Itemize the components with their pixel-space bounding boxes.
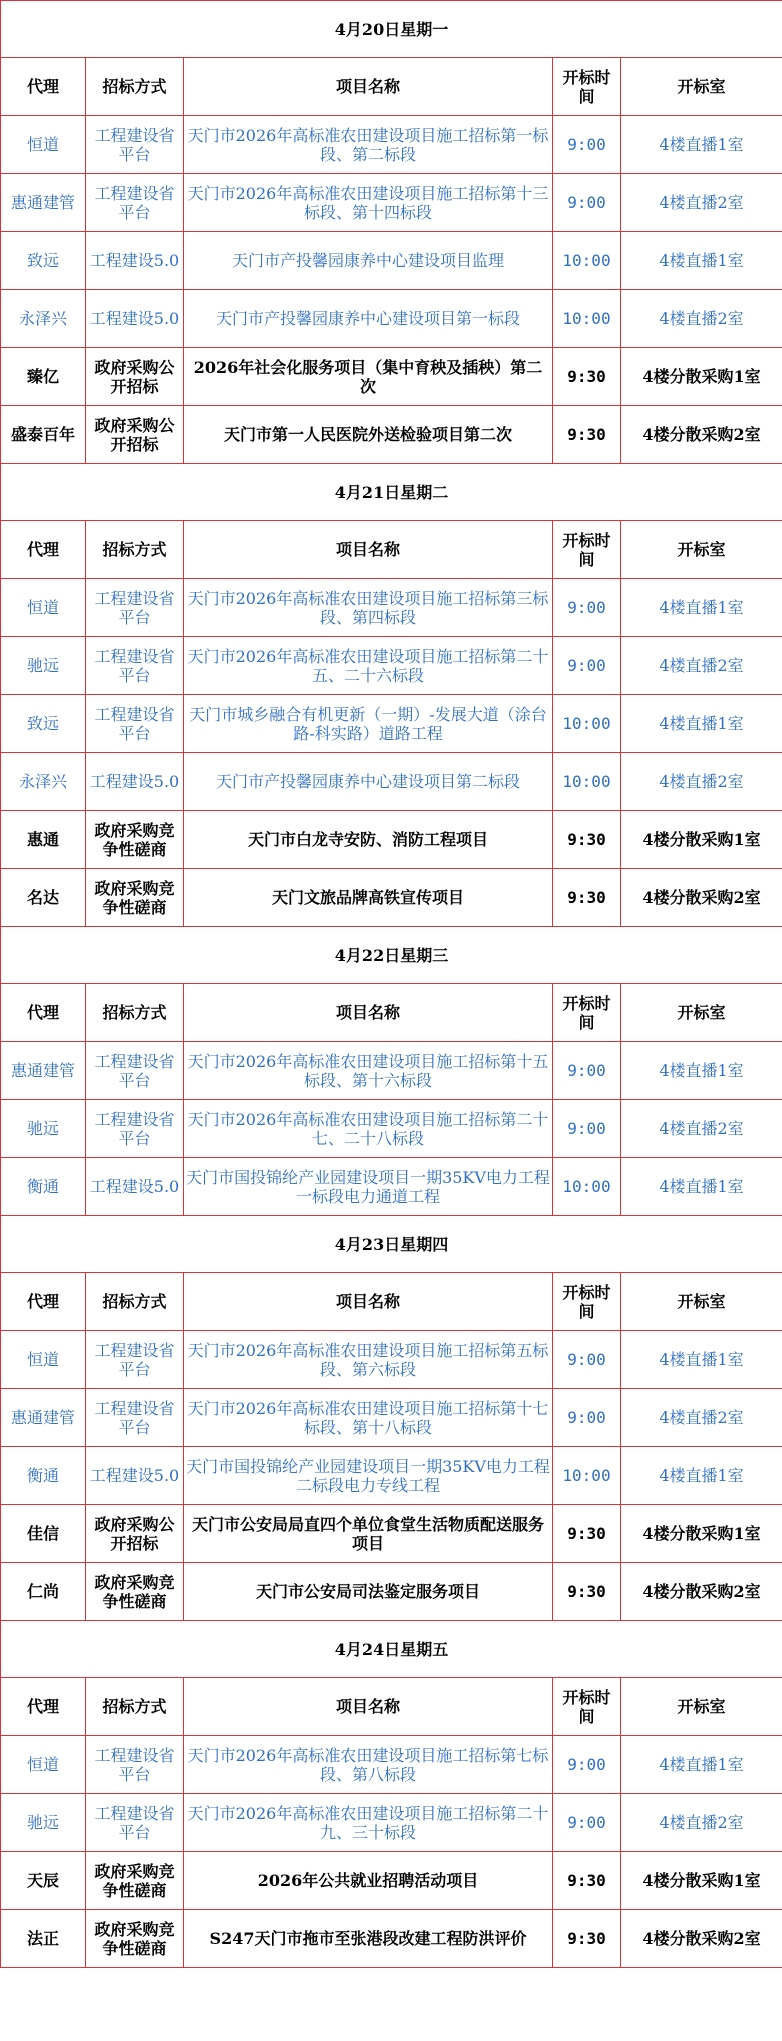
- method-cell: 工程建设省平台: [86, 1100, 184, 1158]
- open-time-cell: 10:00: [553, 290, 621, 348]
- open-room-cell: 4楼直播1室: [621, 1447, 782, 1505]
- open-time-cell: 9:30: [553, 1505, 621, 1563]
- open-room-cell: 4楼直播2室: [621, 637, 782, 695]
- table-row: [1, 290, 782, 348]
- open-room-cell: 4楼直播1室: [621, 1736, 782, 1794]
- method-cell: 工程建设省平台: [86, 1331, 184, 1389]
- column-header-time: 开标时间: [553, 58, 621, 116]
- method-cell: 政府采购公开招标: [86, 348, 184, 406]
- project-name-cell: 天门市2026年高标准农田建设项目施工招标第三标段、第四标段: [184, 579, 553, 637]
- table-row: [1, 1042, 782, 1100]
- method-cell: 政府采购公开招标: [86, 1505, 184, 1563]
- project-name-cell: 天门市第一人民医院外送检验项目第二次: [184, 406, 553, 464]
- open-room-cell: 4楼分散采购2室: [621, 1563, 782, 1621]
- open-room-cell: 4楼分散采购2室: [621, 869, 782, 927]
- agent-cell: 永泽兴: [1, 290, 86, 348]
- column-header-method: 招标方式: [86, 1273, 184, 1331]
- open-time-cell: 9:00: [553, 174, 621, 232]
- open-time-cell: 10:00: [553, 753, 621, 811]
- open-room-cell: 4楼直播1室: [621, 1331, 782, 1389]
- open-room-cell: 4楼直播2室: [621, 290, 782, 348]
- project-name-cell: 天门市国投锦纶产业园建设项目一期35KV电力工程二标段电力专线工程: [184, 1447, 553, 1505]
- column-header-project: 项目名称: [184, 1273, 553, 1331]
- column-header-row: [1, 1678, 782, 1736]
- column-header-project: 项目名称: [184, 521, 553, 579]
- column-header-agent: 代理: [1, 984, 86, 1042]
- table-row: [1, 1389, 782, 1447]
- open-room-cell: 4楼分散采购1室: [621, 811, 782, 869]
- method-cell: 工程建设省平台: [86, 579, 184, 637]
- project-name-cell: 天门市2026年高标准农田建设项目施工招标第十三标段、第十四标段: [184, 174, 553, 232]
- table-row: [1, 1794, 782, 1852]
- table-row: [1, 1736, 782, 1794]
- agent-cell: 仁尚: [1, 1563, 86, 1621]
- project-name-cell: 天门市产投馨园康养中心建设项目监理: [184, 232, 553, 290]
- open-room-cell: 4楼直播2室: [621, 174, 782, 232]
- column-header-room: 开标室: [621, 521, 782, 579]
- agent-cell: 驰远: [1, 637, 86, 695]
- method-cell: 工程建设省平台: [86, 1736, 184, 1794]
- table-row: [1, 1505, 782, 1563]
- table-row: [1, 174, 782, 232]
- open-time-cell: 9:30: [553, 1852, 621, 1910]
- column-header-time: 开标时间: [553, 1273, 621, 1331]
- column-header-agent: 代理: [1, 521, 86, 579]
- method-cell: 工程建设省平台: [86, 116, 184, 174]
- open-room-cell: 4楼分散采购1室: [621, 348, 782, 406]
- agent-cell: 佳信: [1, 1505, 86, 1563]
- method-cell: 政府采购竞争性磋商: [86, 811, 184, 869]
- day-date: 4月21日星期二: [1, 464, 782, 521]
- column-header-agent: 代理: [1, 58, 86, 116]
- method-cell: 工程建设省平台: [86, 637, 184, 695]
- open-time-cell: 10:00: [553, 1158, 621, 1216]
- column-header-method: 招标方式: [86, 521, 184, 579]
- open-time-cell: 9:00: [553, 637, 621, 695]
- project-name-cell: 天门市国投锦纶产业园建设项目一期35KV电力工程一标段电力通道工程: [184, 1158, 553, 1216]
- agent-cell: 臻亿: [1, 348, 86, 406]
- agent-cell: 惠通建管: [1, 1042, 86, 1100]
- open-time-cell: 9:00: [553, 1794, 621, 1852]
- open-room-cell: 4楼直播1室: [621, 232, 782, 290]
- table-row: [1, 1910, 782, 1968]
- table-row: [1, 348, 782, 406]
- method-cell: 工程建设省平台: [86, 695, 184, 753]
- project-name-cell: S247天门市拖市至张港段改建工程防洪评价: [184, 1910, 553, 1968]
- project-name-cell: 天门市2026年高标准农田建设项目施工招标第二十九、三十标段: [184, 1794, 553, 1852]
- project-name-cell: 天门文旅品牌高铁宣传项目: [184, 869, 553, 927]
- method-cell: 工程建设5.0: [86, 753, 184, 811]
- open-time-cell: 9:30: [553, 869, 621, 927]
- open-room-cell: 4楼直播1室: [621, 116, 782, 174]
- open-time-cell: 9:30: [553, 348, 621, 406]
- day-date: 4月23日星期四: [1, 1216, 782, 1273]
- column-header-agent: 代理: [1, 1273, 86, 1331]
- column-header-row: [1, 58, 782, 116]
- project-name-cell: 天门市2026年高标准农田建设项目施工招标第一标段、第二标段: [184, 116, 553, 174]
- open-room-cell: 4楼分散采购1室: [621, 1852, 782, 1910]
- table-row: [1, 753, 782, 811]
- agent-cell: 致远: [1, 695, 86, 753]
- method-cell: 工程建设5.0: [86, 290, 184, 348]
- open-time-cell: 10:00: [553, 232, 621, 290]
- table-row: [1, 637, 782, 695]
- method-cell: 政府采购竞争性磋商: [86, 869, 184, 927]
- method-cell: 政府采购公开招标: [86, 406, 184, 464]
- project-name-cell: 天门市2026年高标准农田建设项目施工招标第五标段、第六标段: [184, 1331, 553, 1389]
- agent-cell: 惠通建管: [1, 1389, 86, 1447]
- open-time-cell: 9:00: [553, 1389, 621, 1447]
- method-cell: 工程建设5.0: [86, 1158, 184, 1216]
- open-time-cell: 9:30: [553, 406, 621, 464]
- column-header-project: 项目名称: [184, 58, 553, 116]
- day-date: 4月20日星期一: [1, 1, 782, 58]
- agent-cell: 恒道: [1, 579, 86, 637]
- column-header-time: 开标时间: [553, 521, 621, 579]
- open-time-cell: 10:00: [553, 695, 621, 753]
- open-time-cell: 9:30: [553, 1563, 621, 1621]
- day-header-row: [1, 1216, 782, 1273]
- table-row: [1, 811, 782, 869]
- table-row: [1, 232, 782, 290]
- table-row: [1, 1447, 782, 1505]
- agent-cell: 名达: [1, 869, 86, 927]
- project-name-cell: 2026年社会化服务项目（集中育秧及插秧）第二次: [184, 348, 553, 406]
- project-name-cell: 天门市公安局局直四个单位食堂生活物质配送服务项目: [184, 1505, 553, 1563]
- open-room-cell: 4楼直播2室: [621, 1794, 782, 1852]
- project-name-cell: 天门市2026年高标准农田建设项目施工招标第二十七、二十八标段: [184, 1100, 553, 1158]
- project-name-cell: 天门市2026年高标准农田建设项目施工招标第二十五、二十六标段: [184, 637, 553, 695]
- method-cell: 工程建设5.0: [86, 1447, 184, 1505]
- open-time-cell: 9:00: [553, 579, 621, 637]
- column-header-row: [1, 1273, 782, 1331]
- table-row: [1, 1100, 782, 1158]
- table-row: [1, 116, 782, 174]
- agent-cell: 惠通: [1, 811, 86, 869]
- agent-cell: 驰远: [1, 1794, 86, 1852]
- agent-cell: 恒道: [1, 1736, 86, 1794]
- open-room-cell: 4楼分散采购1室: [621, 1505, 782, 1563]
- agent-cell: 法正: [1, 1910, 86, 1968]
- column-header-project: 项目名称: [184, 1678, 553, 1736]
- open-time-cell: 9:00: [553, 1100, 621, 1158]
- method-cell: 工程建设省平台: [86, 1042, 184, 1100]
- project-name-cell: 天门市产投馨园康养中心建设项目第一标段: [184, 290, 553, 348]
- project-name-cell: 2026年公共就业招聘活动项目: [184, 1852, 553, 1910]
- agent-cell: 天辰: [1, 1852, 86, 1910]
- open-time-cell: 9:00: [553, 116, 621, 174]
- method-cell: 政府采购竞争性磋商: [86, 1910, 184, 1968]
- project-name-cell: 天门市2026年高标准农田建设项目施工招标第七标段、第八标段: [184, 1736, 553, 1794]
- column-header-row: [1, 984, 782, 1042]
- open-room-cell: 4楼直播1室: [621, 1042, 782, 1100]
- method-cell: 工程建设5.0: [86, 232, 184, 290]
- column-header-method: 招标方式: [86, 984, 184, 1042]
- open-room-cell: 4楼分散采购2室: [621, 406, 782, 464]
- agent-cell: 衡通: [1, 1447, 86, 1505]
- table-row: [1, 406, 782, 464]
- schedule-body: [1, 1, 782, 1968]
- column-header-agent: 代理: [1, 1678, 86, 1736]
- column-header-room: 开标室: [621, 58, 782, 116]
- column-header-method: 招标方式: [86, 58, 184, 116]
- open-time-cell: 9:30: [553, 811, 621, 869]
- table-row: [1, 695, 782, 753]
- project-name-cell: 天门市公安局司法鉴定服务项目: [184, 1563, 553, 1621]
- open-time-cell: 9:00: [553, 1331, 621, 1389]
- column-header-room: 开标室: [621, 984, 782, 1042]
- agent-cell: 衡通: [1, 1158, 86, 1216]
- method-cell: 政府采购竞争性磋商: [86, 1563, 184, 1621]
- open-room-cell: 4楼直播2室: [621, 753, 782, 811]
- day-header-row: [1, 1, 782, 58]
- table-row: [1, 1563, 782, 1621]
- open-room-cell: 4楼直播2室: [621, 1389, 782, 1447]
- project-name-cell: 天门市白龙寺安防、消防工程项目: [184, 811, 553, 869]
- day-header-row: [1, 927, 782, 984]
- day-header-row: [1, 1621, 782, 1678]
- project-name-cell: 天门市2026年高标准农田建设项目施工招标第十五标段、第十六标段: [184, 1042, 553, 1100]
- open-room-cell: 4楼分散采购2室: [621, 1910, 782, 1968]
- project-name-cell: 天门市2026年高标准农田建设项目施工招标第十七标段、第十八标段: [184, 1389, 553, 1447]
- day-date: 4月22日星期三: [1, 927, 782, 984]
- open-room-cell: 4楼直播1室: [621, 695, 782, 753]
- method-cell: 政府采购竞争性磋商: [86, 1852, 184, 1910]
- column-header-project: 项目名称: [184, 984, 553, 1042]
- column-header-method: 招标方式: [86, 1678, 184, 1736]
- agent-cell: 驰远: [1, 1100, 86, 1158]
- column-header-time: 开标时间: [553, 1678, 621, 1736]
- method-cell: 工程建设省平台: [86, 174, 184, 232]
- agent-cell: 致远: [1, 232, 86, 290]
- column-header-row: [1, 521, 782, 579]
- column-header-room: 开标室: [621, 1678, 782, 1736]
- column-header-time: 开标时间: [553, 984, 621, 1042]
- project-name-cell: 天门市产投馨园康养中心建设项目第二标段: [184, 753, 553, 811]
- agent-cell: 永泽兴: [1, 753, 86, 811]
- agent-cell: 盛泰百年: [1, 406, 86, 464]
- day-date: 4月24日星期五: [1, 1621, 782, 1678]
- open-room-cell: 4楼直播1室: [621, 1158, 782, 1216]
- day-header-row: [1, 464, 782, 521]
- table-row: [1, 1852, 782, 1910]
- method-cell: 工程建设省平台: [86, 1389, 184, 1447]
- agent-cell: 恒道: [1, 116, 86, 174]
- project-name-cell: 天门市城乡融合有机更新（一期）-发展大道（涂台路-科实路）道路工程: [184, 695, 553, 753]
- table-row: [1, 579, 782, 637]
- column-header-room: 开标室: [621, 1273, 782, 1331]
- open-time-cell: 9:00: [553, 1736, 621, 1794]
- method-cell: 工程建设省平台: [86, 1794, 184, 1852]
- open-room-cell: 4楼直播1室: [621, 579, 782, 637]
- agent-cell: 恒道: [1, 1331, 86, 1389]
- open-time-cell: 9:30: [553, 1910, 621, 1968]
- open-time-cell: 10:00: [553, 1447, 621, 1505]
- table-row: [1, 1331, 782, 1389]
- open-time-cell: 9:00: [553, 1042, 621, 1100]
- open-room-cell: 4楼直播2室: [621, 1100, 782, 1158]
- table-row: [1, 1158, 782, 1216]
- agent-cell: 惠通建管: [1, 174, 86, 232]
- table-row: [1, 869, 782, 927]
